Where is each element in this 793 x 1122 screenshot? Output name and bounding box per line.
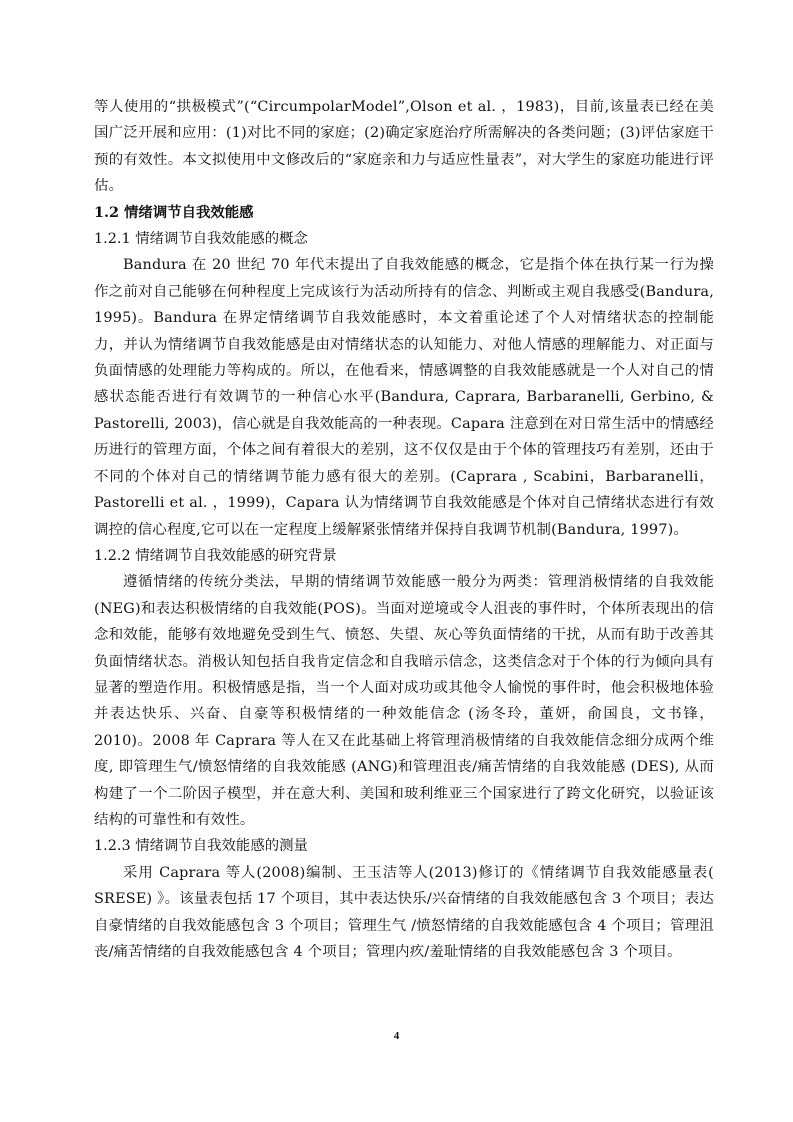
document-page bbox=[94, 94, 714, 965]
paragraph-intro: 等人使用的“拱极模式”(“CircumpolarModel”,Olson et al. ，1983)，目前,该量表已经在美国广泛开展和应用：(1)对比不同的家庭；(2)确定家庭治疗所需解决的各类问题；(3)评估家庭干预的有效性。本文拟使用中文修改后的“家庭亲和力与适应性量表”，对大学生的家庭功能进行评估。 bbox=[94, 99, 714, 195]
paragraph-concept: Bandura 在 20 世纪 70 年代末提出了自我效能感的概念，它是指个体在执行某一行为操作之前对自己能够在何种程度上完成该行为活动所持有的信念、判断或主观自我感受(Bandura, 1995)。Bandura 在界定情绪调节自我效能感时，本文着重论述了个人对情绪状态的控制能力，并认为情绪调节自我效能感是由对情绪状态的认知能力、对他人情感的理解能力、对正面与负面情感的处理能力等构成的。所以，在他看来，情感调整的自我效能感就是一个人对自己的情感状态能否进行有效调节的一种信心水平(Bandura, Caprara, Barbaranelli, Gerbino, & Pastorelli, 2003)，信心就是自我效能高的一种表现。Capara 注意到在对日常生活中的情感经历进行的管理方面，个体之间有着很大的差别，这不仅仅是由于个体的管理技巧有差别，还由于不同的个体对自己的情绪调节能力感有很大的差别。(Caprara , Scabini，Barbaranelli，Pastorelli et al. ，1999)，Capara 认为情绪调节自我效能感是个体对自己情绪状态进行有效调控的信心程度,它可以在一定程度上缓解紧张情绪并保持自我调节机制(Bandura, 1997)。 bbox=[94, 257, 714, 538]
section-heading-1-2: 1.2 情绪调节自我效能感 bbox=[94, 203, 254, 221]
paragraph-background: 遵循情绪的传统分类法，早期的情绪调节效能感一般分为两类：管理消极情绪的自我效能(NEG)和表达积极情绪的自我效能(POS)。当面对逆境或令人沮丧的事件时，个体所表现出的信念和效能，能够有效地避免受到生气、愤怒、失望、灰心等负面情绪的干扰，从而有助于改善其负面情绪状态。消极认知包括自我肯定信念和自我暗示信念，这类信念对于个体的行为倾向具有显著的塑造作用。积极情感是指，当一个人面对成功或其他令人愉悦的事件时，他会积极地体验并表达快乐、兴奋、自豪等积极情绪的一种效能信念 (汤冬玲，董妍，俞国良，文书锋，2010)。2008 年 Caprara 等人在又在此基础上将管理消极情绪的自我效能信念细分成两个维度, 即管理生气/愤怒情绪的自我效能感 (ANG)和管理沮丧/痛苦情绪的自我效能感 (DES), 从而构建了一个二阶因子模型，并在意大利、美国和玻利维亚三个国家进行了跨文化研究，以验证该结构的可靠性和有效性。 bbox=[94, 574, 714, 828]
subsection-heading-1-2-2: 1.2.2 情绪调节自我效能感的研究背景 bbox=[94, 547, 337, 564]
page-number: 4 bbox=[393, 1030, 400, 1042]
subsection-heading-1-2-1: 1.2.1 情绪调节自我效能感的概念 bbox=[94, 231, 308, 248]
subsection-heading-1-2-3: 1.2.3 情绪调节自我效能感的测量 bbox=[94, 838, 308, 855]
paragraph-measurement: 采用 Caprara 等人(2008)编制、王玉洁等人(2013)修订的《情绪调节自我效能感量表( SRESE) 》。该量表包括 17 个项目，其中表达快乐/兴奋情绪的自我效能感包含 3 个项目；表达自豪情绪的自我效能感包含 3 个项目；管理生气 /愤怒情绪的自我效能感包含 4 个项目；管理沮丧/痛苦情绪的自我效能感包含 4 个项目；管理内疚/羞耻情绪的自我效能感包含 3 个项目。 bbox=[94, 864, 714, 960]
